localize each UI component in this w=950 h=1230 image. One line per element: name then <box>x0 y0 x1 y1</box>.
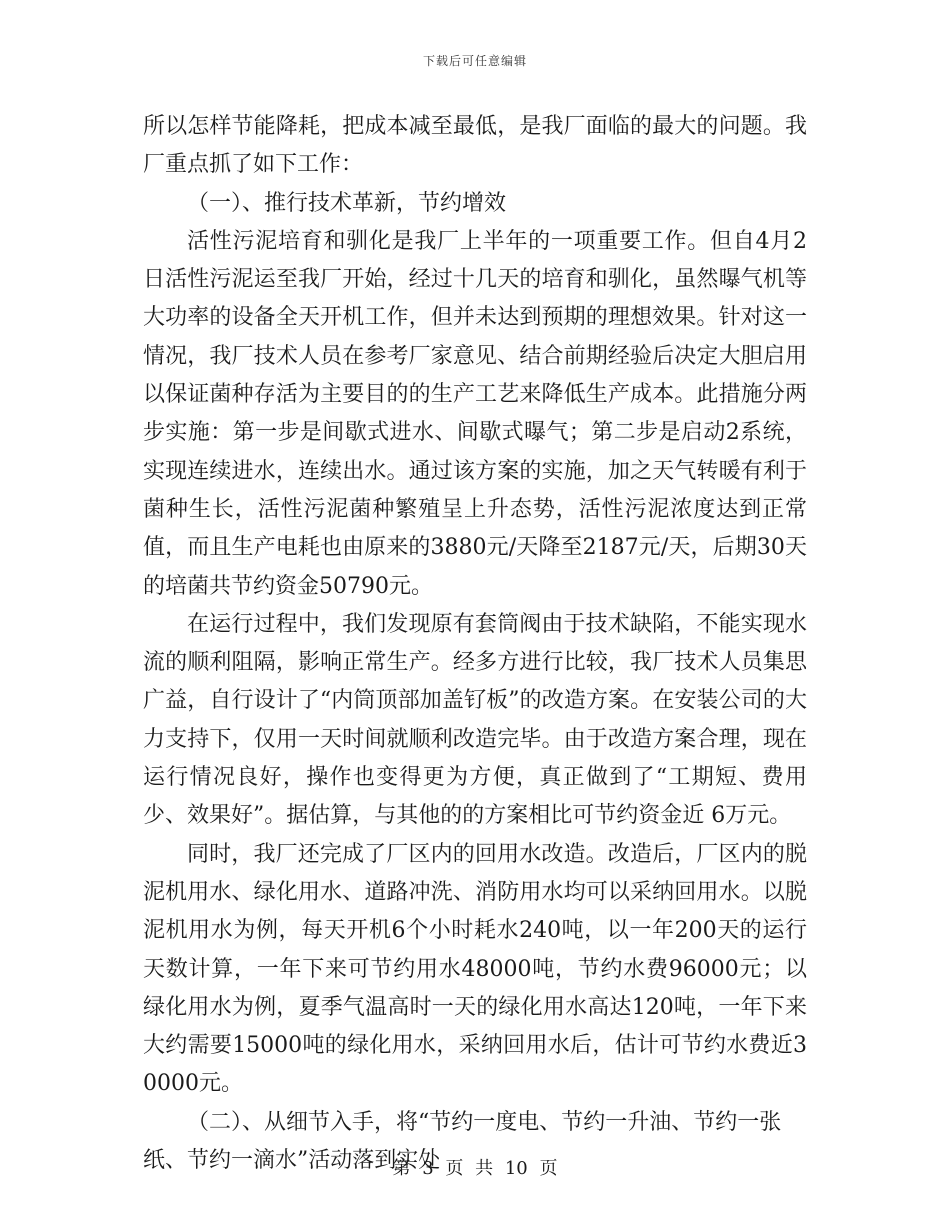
page-number: 第 3 页 共 10 页 <box>392 1158 558 1179</box>
paragraph-intro: 所以怎样节能降耗，把成本减至最低，是我厂面临的最大的问题。我厂重点抓了如下工作： <box>143 114 807 178</box>
page-header-note: 下载后可任意编辑 <box>422 54 527 68</box>
section-heading-1: （一）、推行技术革新，节约增效 <box>187 190 507 216</box>
section-heading-2: （二）、从细节入手，将“节约一度电、节约一升油、节约一张纸、节约一滴水”活动落到实处 <box>143 1109 782 1174</box>
document-body <box>143 108 807 1180</box>
paragraph-valve-retrofit: 在运行过程中，我们发现原有套筒阀由于技术缺陷，不能实现水流的顺利阻隔，影响正常生产。经多方进行比较，我厂技术人员集思广益，自行设计了“内筒顶部加盖钌板”的改造方案。在安装公司的大力支持下，仅用一天时间就顺利改造完毕。由于改造方案合理，现在运行情况良好，操作也变得更为方便，真正做到了“工期短、费用少、效果好”。据估算，与其他的的方案相比可节约资金近 6万元。 <box>143 611 807 829</box>
paragraph-sludge-cultivation: 活性污泥培育和驯化是我厂上半年的一项重要工作。但自4月2日活性污泥运至我厂开始，经过十几天的培育和驯化，虽然曝气机等大功率的设备全天开机工作，但并未达到预期的理想效果。针对这一情况，我厂技术人员在参考厂家意见、结合前期经验后决定大胆启用以保证菌种存活为主要目的的生产工艺来降低生产成本。此措施分两步实施：第一步是间歇式进水、间歇式曝气；第二步是启动2系统，实现连续进水，连续出水。通过该方案的实施，加之天气转暖有利于菌种生长，活性污泥菌种繁殖呈上升态势，活性污泥浓度达到正常值，而且生产电耗也由原来的3880元/天降至2187元/天，后期30天的培菌共节约资金50790元。 <box>143 228 807 599</box>
paragraph-reclaimed-water: 同时，我厂还完成了厂区内的回用水改造。改造后，厂区内的脱泥机用水、绿化用水、道路冲洗、消防用水均可以采纳回用水。以脱泥机用水为例，每天开机6个小时耗水240吨，以一年200天的运行天数计算，一年下来可节约用水48000吨，节约水费96000元；以绿化用水为例，夏季气温高时一天的绿化用水高达120吨，一年下来大约需要15000吨的绿化用水，采纳回用水后，估计可节约水费近30000元。 <box>143 841 807 1097</box>
